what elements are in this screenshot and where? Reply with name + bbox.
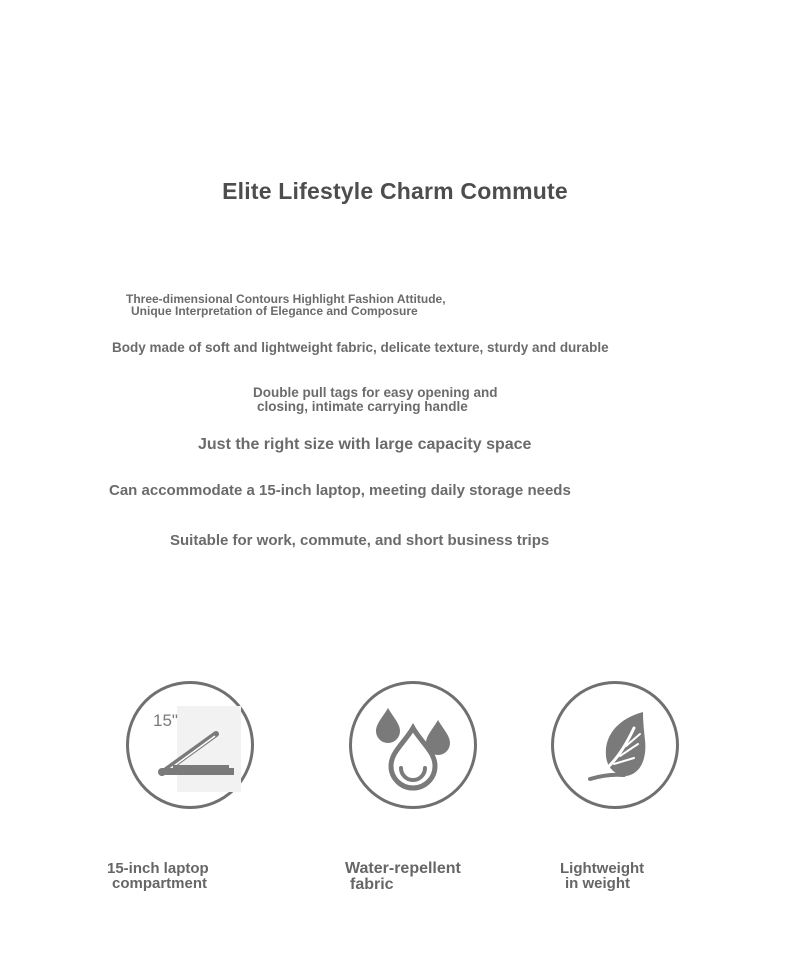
description-line: Body made of soft and lightweight fabric, delicate texture, sturdy and durable [112,340,609,355]
feature-lightweight-circle [551,681,679,809]
laptop-size-badge: 15" [153,711,178,730]
description-line: Three-dimensional Contours Highlight Fashion Attitude, [126,292,446,306]
feature-label: Lightweight [560,860,645,877]
feature-laptop-circle [126,681,254,809]
feather-leaf-icon [554,684,676,806]
laptop-icon [129,684,251,806]
description-line: Unique Interpretation of Elegance and Composure [131,304,418,318]
water-drops-icon [352,684,474,806]
description-line: Can accommodate a 15-inch laptop, meeting daily storage needs [109,482,571,499]
feature-label: 15-inch laptop [107,860,209,877]
feature-label: compartment [112,875,208,892]
feature-label: in weight [565,875,630,892]
page-title: Elite Lifestyle Charm Commute [222,178,568,204]
description-line: Just the right size with large capacity space [198,436,532,453]
description-line: Suitable for work, commute, and short business trips [170,532,550,549]
feature-label: Water-repellent [345,860,461,877]
description-line: closing, intimate carrying handle [257,399,468,414]
description-line: Double pull tags for easy opening and [253,385,498,400]
feature-label: fabric [350,876,394,893]
feature-water-circle [349,681,477,809]
